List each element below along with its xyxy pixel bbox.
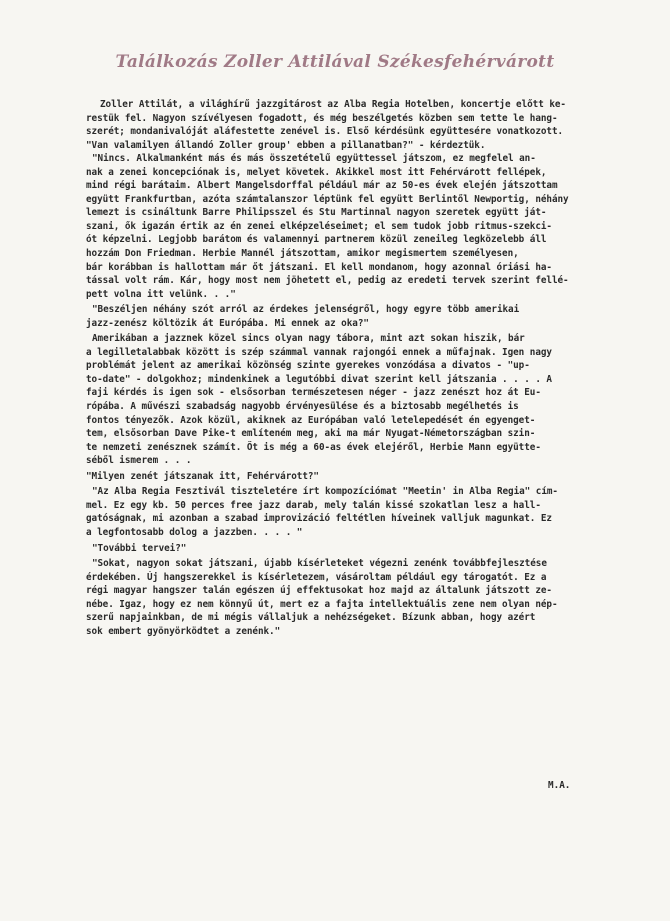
text-line: "Az Alba Regia Fesztivál tiszteletére írt kompozíciómat "Meetin' in Alba Regia" cím- xyxy=(92,486,558,498)
text-line: a legilletalabbak között is szép számmal vannak rajongói ennek a műfajnak. Igen nagy xyxy=(86,346,552,358)
text-line: "Nincs. Alkalmanként más és más összetételű együttessel játszom, ez megfelel an- xyxy=(92,153,536,165)
text-line: fontos tényezők. Azok közül, akiknek az Európában való letelepedését én egyenget- xyxy=(86,414,536,426)
text-line: régi magyar hangszer talán egészen új effektusokat hoz majd az általunk játszott ze- xyxy=(86,585,552,597)
text-line: séből ismerem . . . xyxy=(86,455,192,467)
text-line: jazz-zenész költözik át Európába. Mi ennek az oka?" xyxy=(86,317,369,329)
text-line: pett volna itt velünk. . ." xyxy=(86,288,236,300)
text-line: ót képzelni. Legjobb barátom és valamennyi partnerem közül zeneileg legközelebb áll xyxy=(86,234,547,246)
text-line: to-date" - dolgokhoz; mindenkinek a legutóbbi divat szerint kell játszania . . . . A xyxy=(86,373,552,385)
text-line: szerét; mondanivalóját aláfestette zenével is. Első kérdésünk együttesére vonatkozott. xyxy=(86,126,564,138)
text-line: érdekében. Új hangszerekkel is kísérletezem, vásároltam például egy tárogatót. Ez a xyxy=(86,571,547,583)
text-line: te nemzeti zenésznek számít. Őt is még a 60-as évek elejéről, Herbie Mann együtte- xyxy=(86,441,541,453)
text-line: restük fel. Nagyon szívélyesen fogadott, és még beszélgetés közben sem tette le hang- xyxy=(86,112,558,124)
text-line: lemezt is csináltunk Barre Philipsszel és Stu Martinnal nagyon szeretek együtt ját- xyxy=(86,207,547,219)
article-title: Találkozás Zoller Attilával Székesfehérvárott xyxy=(115,52,555,72)
text-line: rópába. A művészi szabadság nagyobb érvényesülése és a biztosabb megélhetés is xyxy=(86,401,519,413)
text-line: együtt Frankfurtban, azóta számtalanszor léptünk fel együtt Berlintől Newportig, néhány xyxy=(86,193,569,205)
text-line: gatóságnak, mi azonban a szabad improvizáció feltétlen híveinek valljuk magunkat. Ez xyxy=(86,513,552,525)
text-line: nébe. Igaz, hogy ez nem könnyű út, mert ez a fajta intellektuális zene nem olyan nép- xyxy=(86,598,558,610)
text-line: tással volt rám. Kár, hogy most nem jöhetett el, pedig az eredeti tervek szerint fellé- xyxy=(86,275,569,287)
text-line: sok embert gyönyörködtet a zenénk." xyxy=(86,625,281,637)
text-line: Amerikában a jazznek közel sincs olyan nagy tábora, mint azt sokan hiszik, bár xyxy=(92,333,525,345)
text-line: mind régi barátaim. Albert Mangelsdorffal például már az 50-es évek elején játszottam xyxy=(86,180,558,192)
text-line: szani, ők igazán értik az én zenei elképzeléseimet; el sem tudok jobb ritmus-szekci- xyxy=(86,220,552,232)
text-line: "Sokat, nagyon sokat játszani, újabb kísérleteket végezni zenénk továbbfejlesztése xyxy=(92,558,547,570)
text-line: hozzám Don Friedman. Herbie Mannél játszottam, amikor megismertem személyesen, xyxy=(86,248,519,260)
text-line: "Milyen zenét játszanak itt, Fehérvárott?" xyxy=(86,470,319,482)
text-line: nak a zenei koncepciónak is, melyet követek. Akikkel most itt Fehérvárott fellépek, xyxy=(86,166,547,178)
text-line: a legfontosabb dolog a jazzben. . . . " xyxy=(86,526,303,538)
text-line: "Beszéljen néhány szót arról az érdekes jelenségről, hogy egyre több amerikai xyxy=(92,304,520,316)
text-line: problémát jelent az amerikai közönség szinte gyerekes vonzódása a divatos - "up- xyxy=(86,360,530,372)
article-body xyxy=(86,98,602,638)
text-line: "Van valamilyen állandó Zoller group' ebben a pillanatban?" - kérdeztük. xyxy=(86,139,486,151)
text-line: Zoller Attilát, a világhírű jazzgitárost az Alba Regia Hotelben, koncertje előtt ke- xyxy=(100,99,566,110)
text-line: tem, elsősorban Dave Pike-t említeném meg, aki ma már Nyugat-Németországban szin- xyxy=(86,428,536,440)
text-line: "További tervei?" xyxy=(92,542,187,554)
text-line: szerű napjainkban, de mi mégis vállaljuk a nehézségeket. Bízunk abban, hogy azért xyxy=(86,612,536,624)
text-line: mel. Ez egy kb. 50 perces free jazz darab, mely talán kissé szokatlan lesz a hall- xyxy=(86,499,541,511)
text-line: bár korábban is hallottam már őt játszani. El kell mondanom, hogy azonnal óriási ha- xyxy=(86,261,552,273)
text-line: faji kérdés is igen sok - elsősorban természetesen néger - jazz zenészt hoz át Eu- xyxy=(86,387,541,399)
author-signature: M.A. xyxy=(548,780,571,791)
